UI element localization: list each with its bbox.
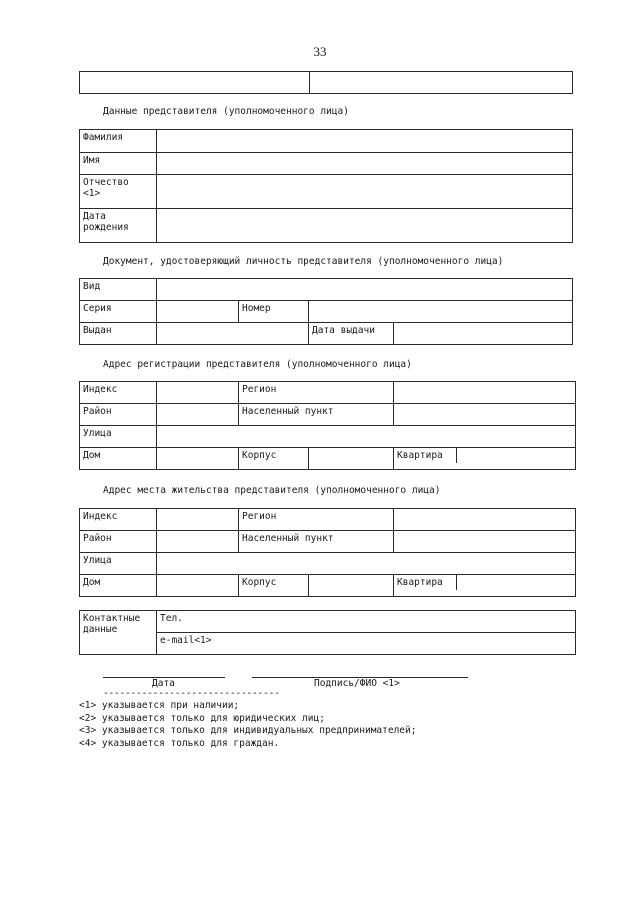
- doc-type-field[interactable]: [157, 279, 573, 301]
- number-label: Номер: [239, 301, 309, 323]
- rep-data-table: [79, 129, 573, 243]
- email-field[interactable]: [157, 633, 576, 655]
- issue-date-field[interactable]: [394, 323, 573, 345]
- res-building-label: Корпус: [239, 575, 309, 597]
- res-index-label: Индекс: [80, 509, 157, 531]
- doc-type-label: Вид: [80, 279, 157, 301]
- page-number: 33: [313, 44, 327, 59]
- res-locality-field[interactable]: [394, 531, 576, 553]
- res-street-field[interactable]: [157, 553, 576, 575]
- reg-house-label: Дом: [80, 448, 157, 470]
- name-label: Имя: [80, 153, 157, 175]
- res-region-label: Регион: [239, 509, 394, 531]
- reg-district-label: Район: [80, 404, 157, 426]
- reg-house-field[interactable]: [157, 448, 239, 470]
- surname-label: Фамилия: [80, 130, 157, 153]
- phone-field[interactable]: [157, 611, 576, 633]
- top-continuation-table: [79, 71, 573, 94]
- issued-by-field[interactable]: [157, 323, 309, 345]
- doc-section-title: Документ, удостоверяющий личность представителя (уполномоченного лица): [103, 256, 504, 267]
- issued-by-label: Выдан: [80, 323, 157, 345]
- res-district-label: Район: [80, 531, 157, 553]
- series-field[interactable]: [157, 301, 239, 323]
- res-house-label: Дом: [80, 575, 157, 597]
- reg-locality-label: Населенный пункт: [239, 404, 394, 426]
- contacts-table: [79, 610, 576, 655]
- surname-field[interactable]: [157, 130, 573, 153]
- footnotes: [79, 700, 416, 750]
- footnote-1: <1> указывается при наличии;: [79, 700, 240, 711]
- reg-address-title: Адрес регистрации представителя (уполномоченного лица): [103, 359, 412, 370]
- reg-index-label: Индекс: [80, 382, 157, 404]
- res-region-field[interactable]: [394, 509, 576, 531]
- footnote-2: <2> указывается только для юридических лиц;: [79, 712, 325, 724]
- res-street-label: Улица: [80, 553, 157, 575]
- res-building-field[interactable]: [309, 575, 394, 597]
- patronymic-label: Отчество <1>: [80, 175, 157, 209]
- empty-cell[interactable]: [310, 72, 573, 94]
- reg-street-label: Улица: [80, 426, 157, 448]
- reg-region-label: Регион: [239, 382, 394, 404]
- series-label: Серия: [80, 301, 157, 323]
- reg-apartment-field[interactable]: [457, 448, 575, 463]
- res-index-field[interactable]: [157, 509, 239, 531]
- reg-region-field[interactable]: [394, 382, 576, 404]
- issue-date-label: Дата выдачи: [309, 323, 394, 345]
- res-locality-label: Населенный пункт: [239, 531, 394, 553]
- reg-apartment-label: Квартира: [394, 448, 457, 463]
- footnote-3: <3> указывается только для индивидуальных предпринимателей;: [79, 725, 417, 736]
- birth-date-label: Дата рождения: [80, 209, 157, 243]
- footnote-separator: --------------------------------: [103, 688, 280, 699]
- empty-cell[interactable]: [80, 72, 310, 94]
- rep-section-title: Данные представителя (уполномоченного лица): [103, 106, 349, 117]
- reg-street-field[interactable]: [157, 426, 576, 448]
- reg-building-field[interactable]: [309, 448, 394, 470]
- reg-apartment-cell[interactable]: [394, 448, 576, 470]
- email-label: e-mail<1>: [160, 635, 212, 646]
- reg-address-table: [79, 381, 576, 470]
- patronymic-field[interactable]: [157, 175, 573, 209]
- reg-index-field[interactable]: [157, 382, 239, 404]
- res-district-field[interactable]: [157, 531, 239, 553]
- reg-building-label: Корпус: [239, 448, 309, 470]
- contacts-label: Контактные данные: [80, 611, 157, 655]
- signature-caption: Подпись/ФИО <1>: [314, 678, 400, 689]
- res-address-table: [79, 508, 576, 597]
- res-apartment-label: Квартира: [394, 575, 457, 590]
- res-address-title: Адрес места жительства представителя (уполномоченного лица): [103, 485, 441, 496]
- phone-label: Тел.: [160, 613, 183, 624]
- res-apartment-cell[interactable]: [394, 575, 576, 597]
- birth-date-field[interactable]: [157, 209, 573, 243]
- date-caption: Дата: [152, 678, 175, 689]
- id-document-table: [79, 278, 573, 345]
- number-field[interactable]: [309, 301, 573, 323]
- res-house-field[interactable]: [157, 575, 239, 597]
- name-field[interactable]: [157, 153, 573, 175]
- res-apartment-field[interactable]: [457, 575, 575, 590]
- footnote-4: <4> указывается только для граждан.: [79, 737, 280, 749]
- reg-district-field[interactable]: [157, 404, 239, 426]
- reg-locality-field[interactable]: [394, 404, 576, 426]
